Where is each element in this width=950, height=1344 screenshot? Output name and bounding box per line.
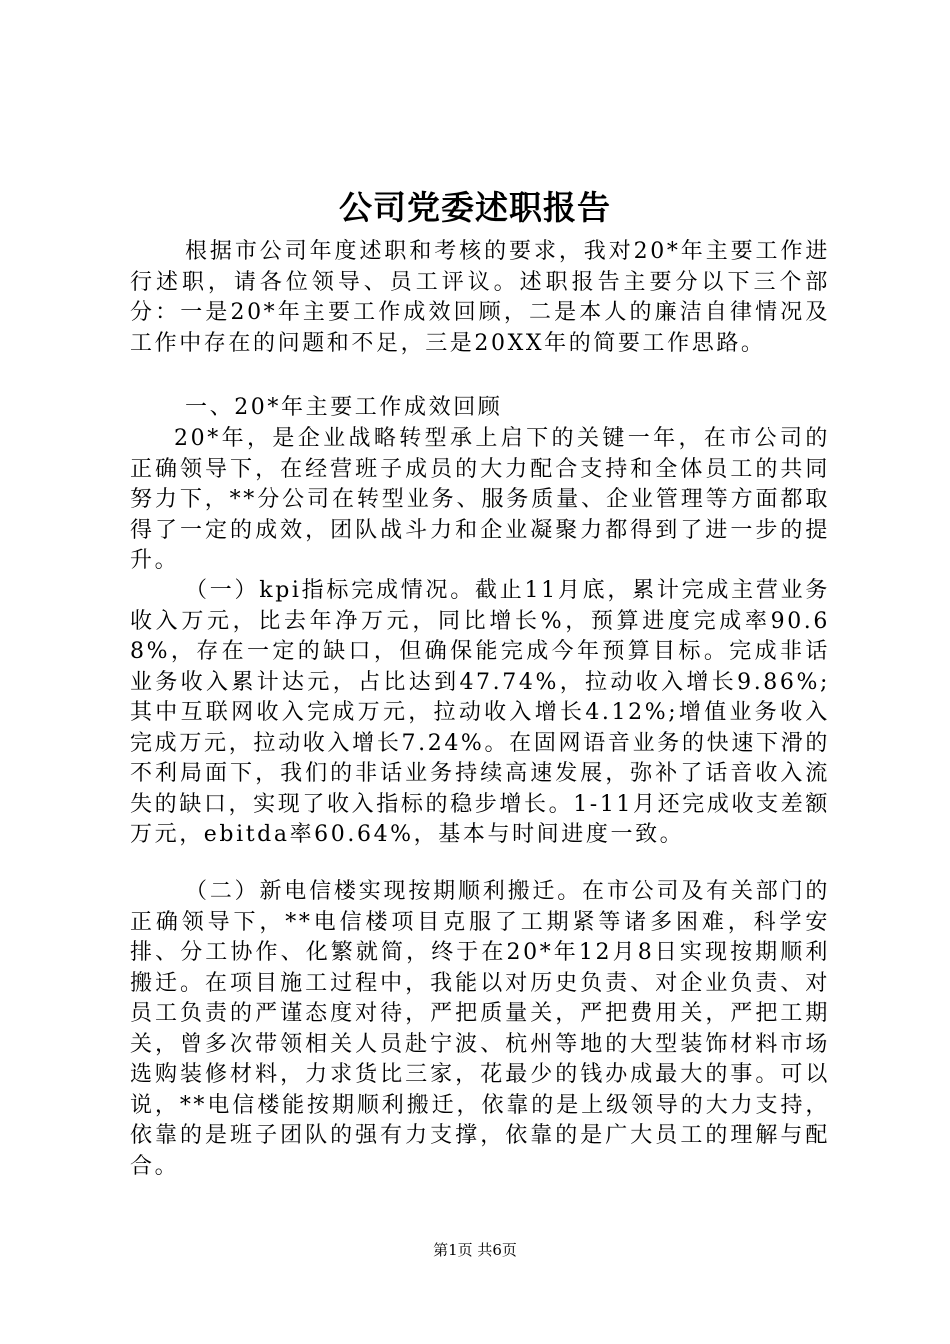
document-title: 公司党委述职报告 [339, 188, 611, 227]
building-paragraph: （二）新电信楼实现按期顺利搬迁。在市公司及有关部门的正确领导下，**电信楼项目克服了工期紧等诸多困难，科学安排、分工协作、化繁就简，终于在20*年12月8日实现按期顺利搬迁。在项目施工过程中，我能以对历史负责、对企业负责、对员工负责的严谨态度对待，严把质量关，严把费用关，严把工期关，曾多次带领相关人员赴宁波、杭州等地的大型装饰材料市场选购装修材料，力求货比三家，花最少的钱办成最大的事。可以说，**电信楼能按期顺利搬迁，依靠的是上级领导的大力支持，依靠的是班子团队的强有力支撑，依靠的是广大员工的理解与配合。 [130, 879, 830, 1179]
section-heading: 一、20*年主要工作成效回顾 [185, 395, 503, 420]
section-intro-paragraph: 20*年，是企业战略转型承上启下的关键一年，在市公司的正确领导下，在经营班子成员的大力配合支持和全体员工的共同努力下，**分公司在转型业务、服务质量、企业管理等方面都取得了一定的成效，团队战斗力和企业凝聚力都得到了进一步的提升。 [130, 426, 830, 573]
page-footer: 第1页 共6页 [433, 1241, 517, 1259]
kpi-paragraph: （一）kpi指标完成情况。截止11月底，累计完成主营业务收入万元，比去年净万元，同比增长%，预算进度完成率90.68%，存在一定的缺口，但确保能完成今年预算目标。完成非话业务收入累计达元，占比达到47.74%，拉动收入增长9.86%;其中互联网收入完成万元，拉动收入增长4.12%;增值业务收入完成万元，拉动收入增长7.24%。在固网语音业务的快速下滑的不利局面下，我们的非话业务持续高速发展，弥补了话音收入流失的缺口，实现了收入指标的稳步增长。1-11月还完成收支差额万元，ebitda率60.64%，基本与时间进度一致。 [130, 578, 830, 847]
intro-paragraph: 根据市公司年度述职和考核的要求，我对20*年主要工作进行述职，请各位领导、员工评议。述职报告主要分以下三个部分：一是20*年主要工作成效回顾，二是本人的廉洁自律情况及工作中存在的问题和不足，三是20XX年的简要工作思路。 [130, 239, 830, 356]
